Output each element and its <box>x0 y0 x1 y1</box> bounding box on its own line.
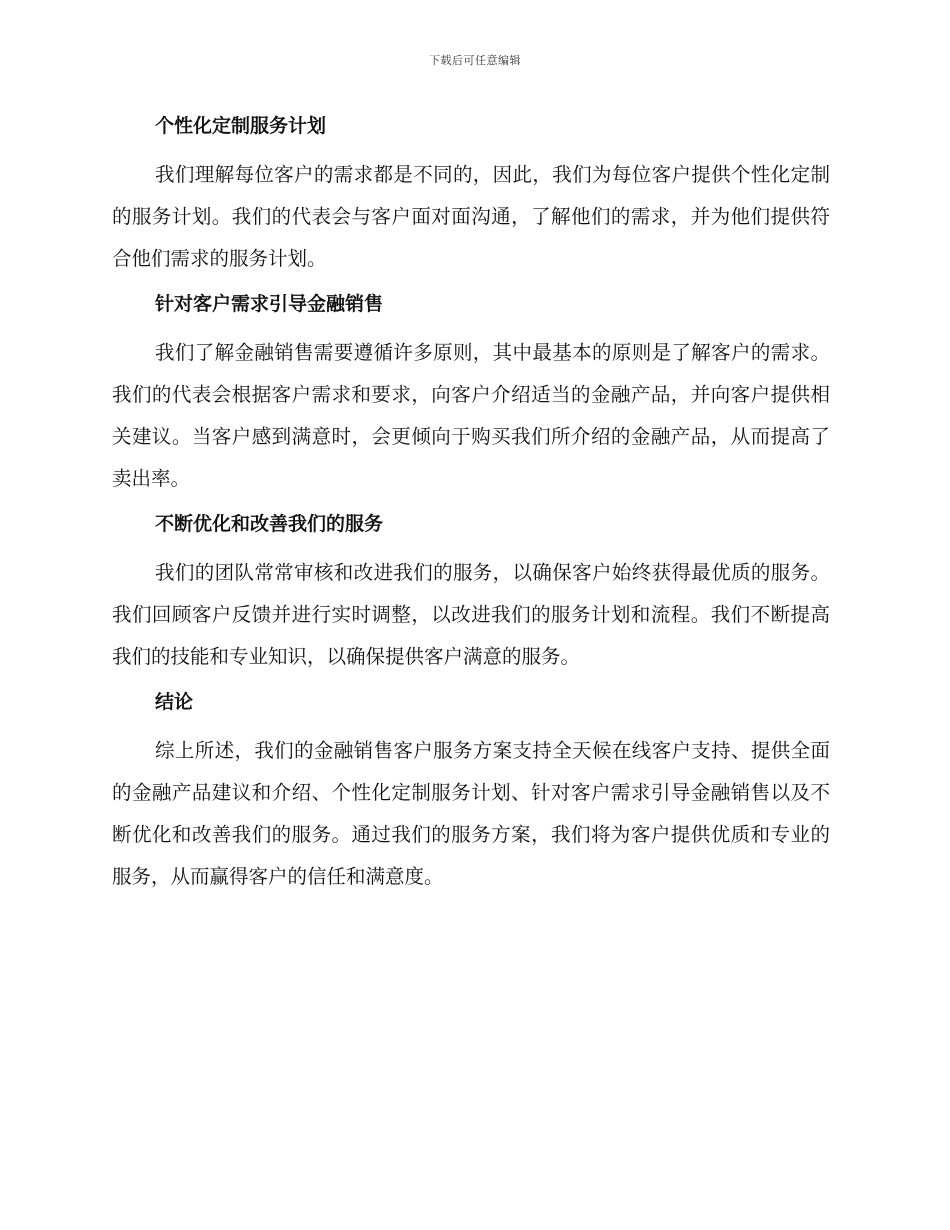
section-paragraph: 综上所述，我们的金融销售客户服务方案支持全天候在线客户支持、提供全面的金融产品建议和介绍、个性化定制服务计划、针对客户需求引导金融销售以及不断优化和改善我们的服务。通过我们的服务方案，我们将为客户提供优质和专业的服务，从而赢得客户的信任和满意度。 <box>112 739 830 888</box>
section-personalized-plan <box>112 112 830 280</box>
section-title: 个性化定制服务计划 <box>155 115 327 137</box>
section-guided-sales <box>112 290 830 500</box>
section-paragraph: 我们理解每位客户的需求都是不同的，因此，我们为每位客户提供个性化定制的服务计划。我们的代表会与客户面对面沟通，了解他们的需求，并为他们提供符合他们需求的服务计划。 <box>112 163 830 270</box>
section-title: 不断优化和改善我们的服务 <box>155 513 384 535</box>
section-continuous-improvement <box>112 510 830 678</box>
section-title: 针对客户需求引导金融销售 <box>155 293 384 315</box>
section-paragraph: 我们了解金融销售需要遵循许多原则，其中最基本的原则是了解客户的需求。我们的代表会根据客户需求和要求，向客户介绍适当的金融产品，并向客户提供相关建议。当客户感到满意时，会更倾向于购买我们所介绍的金融产品，从而提高了卖出率。 <box>112 341 830 490</box>
page-header-note: 下载后可任意编辑 <box>429 54 521 67</box>
section-title: 结论 <box>155 691 194 713</box>
section-conclusion <box>112 688 830 898</box>
section-paragraph: 我们的团队常常审核和改进我们的服务，以确保客户始终获得最优质的服务。我们回顾客户反馈并进行实时调整，以改进我们的服务计划和流程。我们不断提高我们的技能和专业知识，以确保提供客户满意的服务。 <box>112 561 830 668</box>
document-content <box>112 112 830 908</box>
